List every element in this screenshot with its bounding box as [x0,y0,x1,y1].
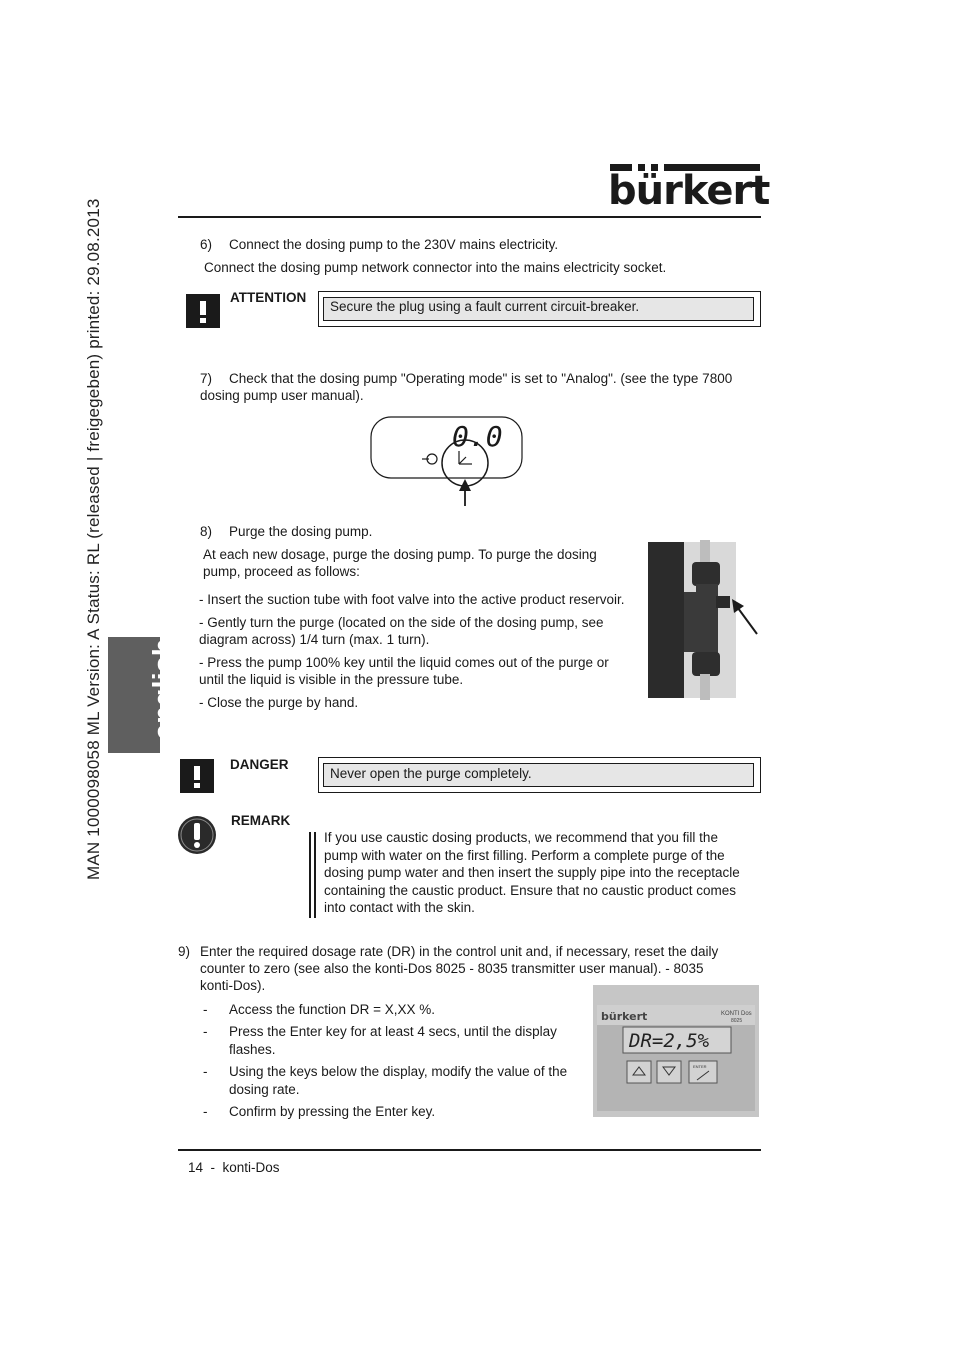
page-footer: 14 - konti-Dos [188,1160,280,1175]
step8-intro2: pump, proceed as follows: [203,564,360,579]
step7-line1: Check that the dosing pump "Operating mode" is set to "Analog". (see the type 7800 [229,371,733,386]
step9-item-text: Press the Enter key for at least 4 secs, until the display [229,1024,557,1039]
step8-bullet1: - Insert the suction tube with foot valve into the active product reservoir. [199,592,625,607]
remark-icon [177,815,219,857]
step8-bullet4: - Close the purge by hand. [199,695,359,710]
step9-line3: konti-Dos). [200,978,266,993]
step9-item-dash: - [203,1002,208,1017]
step6-title: Connect the dosing pump to the 230V mains electricity. [229,237,559,252]
step9-item-text: Using the keys below the display, modify the value of the [229,1064,568,1079]
remark-line: If you use caustic dosing products, we recommend that you fill the [324,830,718,845]
step8-bullet3b: until the liquid is visible in the pressure tube. [199,672,464,687]
step8-number: 8) [200,524,213,539]
panel-model: KONTI Dos [721,1011,752,1017]
step8-bullet3a: - Press the pump 100% key until the liquid comes out of the purge or [199,655,609,670]
danger-text: Never open the purge completely. [330,766,532,781]
step8-title: Purge the dosing pump. [229,524,373,539]
step9-item-text-cont: dosing rate. [229,1082,300,1097]
remark-label: REMARK [231,813,291,828]
panel-display: DR=2,5% [629,1030,710,1052]
remark-line: into contact with the skin. [324,900,475,915]
remark-bar-right [314,832,316,918]
language-label: english [148,638,180,740]
danger-icon [180,759,214,793]
panel-down-key[interactable] [657,1061,681,1083]
purge-valve-photo [648,540,762,700]
danger-label: DANGER [230,757,289,772]
burkert-logo [608,164,770,214]
attention-label: ATTENTION [230,290,307,305]
remark-line: containing the caustic product. Ensure that no caustic product comes [324,883,736,898]
panel-enter-label: ENTER [693,1064,707,1069]
step9-item-dash: - [203,1064,208,1079]
step9-item-text: Confirm by pressing the Enter key. [229,1104,436,1119]
remark-line: pump with water on the first filling. Perform a complete purge of the [324,848,725,863]
step7-number: 7) [200,371,213,386]
footer-rule [178,1149,761,1151]
step9-item-dash: - [203,1104,208,1119]
panel-up-key[interactable] [627,1061,651,1083]
document-metadata: MAN 1000098058 ML Version: A Status: RL (released | freigegeben) printed: 29.08.2013 [84,198,103,880]
panel-submodel: 8025 [731,1018,743,1024]
step8-bullet2b: diagram across) 1/4 turn (max. 1 turn). [199,632,430,647]
step9-line2: counter to zero (see also the konti-Dos 8025 - 8035 transmitter user manual). - 8035 [200,961,704,976]
remark-bar-left [309,832,311,918]
remark-line: dosing pump water and then insert the supply pipe into the receptacle [324,865,740,880]
attention-text: Secure the plug using a fault current circuit-breaker. [330,299,640,314]
step7-line2: dosing pump user manual). [200,388,364,403]
pump-display-value: 0.0 [452,420,503,453]
logo-text: bürkert [608,168,770,214]
step9-item-text-cont: flashes. [229,1042,276,1057]
warning-icon [186,294,220,328]
step6-body: Connect the dosing pump network connector into the mains electricity socket. [204,260,667,275]
step6-number: 6) [200,237,213,252]
pump-display-diagram [368,414,528,510]
step8-bullet2a: - Gently turn the purge (located on the side of the dosing pump, see [199,615,604,630]
panel-brand: bürkert [601,1010,648,1023]
control-unit-photo [593,985,759,1117]
header-rule [178,216,761,218]
step9-line1: Enter the required dosage rate (DR) in the control unit and, if necessary, reset the daily [200,944,719,959]
step9-item-text: Access the function DR = X,XX %. [229,1002,435,1017]
step9-item-dash: - [203,1024,208,1039]
step8-intro1: At each new dosage, purge the dosing pump. To purge the dosing [203,547,597,562]
step9-number: 9) [178,944,191,959]
